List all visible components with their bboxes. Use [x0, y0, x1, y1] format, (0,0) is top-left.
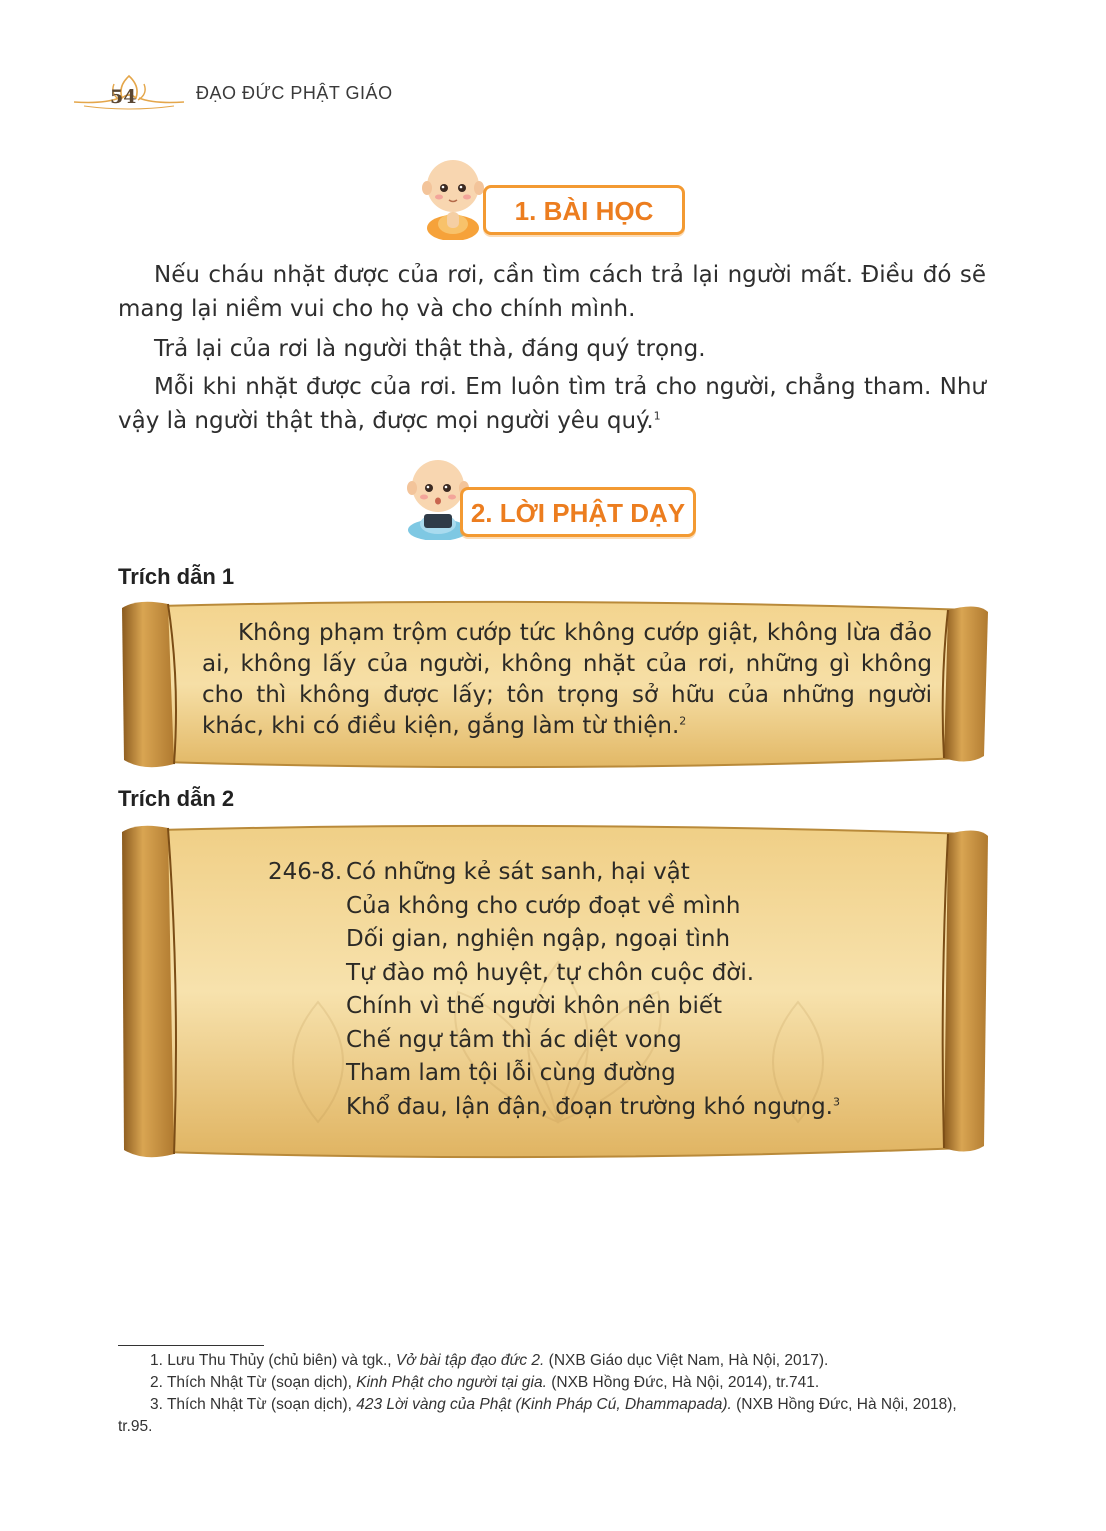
footnote-book-title: Vở bài tập đạo đức 2. — [395, 1352, 545, 1369]
parchment-scroll-2 — [118, 822, 990, 1160]
parchment-scroll-1 — [118, 598, 990, 770]
quote-1-text — [202, 618, 932, 742]
footnote-text: 3. Thích Nhật Từ (soạn dịch), — [150, 1396, 357, 1413]
quote-2-label: Trích dẫn 2 — [118, 786, 235, 811]
footnote-book-title: Kinh Phật cho người tại gia. — [356, 1374, 547, 1391]
book-title: ĐẠO ĐỨC PHẬT GIÁO — [196, 83, 393, 103]
verse-line-text: Khổ đau, lận đận, đoạn trường khó ngưng. — [346, 1093, 833, 1120]
lesson-paragraph-3 — [118, 370, 986, 438]
verse-line: Tự đào mộ huyệt, tự chôn cuộc đời. — [346, 959, 755, 986]
verse-line: Có những kẻ sát sanh, hại vật — [346, 859, 690, 885]
quote-1-body: Không phạm trộm cướp tức không cướp giật, không lừa đảo ai, không lấy của người, không nhặt của rơi, những gì không cho thì không được lấy; tôn trọng sở hữu của những người khác, khi có điều kiện, gắng làm từ thiện. — [202, 620, 932, 739]
lesson-paragraph-1: Nếu cháu nhặt được của rơi, cần tìm cách trả lại người mất. Điều đó sẽ mang lại niềm vui cho họ và cho chính mình. — [118, 262, 986, 322]
footnote-ref: 2 — [679, 714, 687, 728]
quote-1-label: Trích dẫn 1 — [118, 564, 235, 589]
verse-number: 246-8. — [268, 859, 343, 885]
lesson-paragraph-3-text: Mỗi khi nhặt được của rơi. Em luôn tìm trả cho người, chẳng tham. Như vậy là người thật thà, được mọi người yêu quý. — [118, 374, 986, 434]
lesson-paragraph-2: Trả lại của rơi là người thật thà, đáng quý trọng. — [154, 336, 706, 362]
footnote-ref: 1 — [653, 409, 661, 423]
section-banner-lesson — [425, 178, 685, 238]
section-title-box — [483, 185, 685, 235]
verse-line: Của không cho cướp đoạt về mình — [346, 892, 741, 919]
footnote-text: (NXB Hồng Đức, Hà Nội, 2018), tr.95. — [118, 1396, 957, 1435]
footnote-1 — [118, 1350, 988, 1372]
verse-line: Chính vì thế người khôn nên biết — [346, 993, 723, 1019]
verse-line: Chế ngự tâm thì ác diệt vong — [346, 1026, 682, 1053]
verse-line: Tham lam tội lỗi cùng đường — [346, 1060, 676, 1086]
monk-praying-icon — [413, 154, 493, 240]
footnote-text: 1. Lưu Thu Thủy (chủ biên) và tgk., — [150, 1352, 396, 1369]
page-header — [74, 72, 394, 112]
section-title: 1. BÀI HỌC — [514, 196, 654, 226]
footnote-3 — [118, 1394, 988, 1438]
footnote-divider — [118, 1345, 264, 1346]
footnote-text: (NXB Hồng Đức, Hà Nội, 2014), tr.741. — [546, 1374, 820, 1391]
verse-line — [346, 1091, 840, 1125]
verse-line: Dối gian, nghiện ngập, ngoại tình — [346, 926, 731, 952]
footnote-text: (NXB Giáo dục Việt Nam, Hà Nội, 2017). — [544, 1352, 829, 1369]
footnote-ref: 3 — [833, 1094, 840, 1108]
footnote-text: 2. Thích Nhật Từ (soạn dịch), — [150, 1374, 357, 1391]
page-number: 54 — [110, 86, 137, 108]
footnote-2 — [118, 1372, 988, 1394]
footnote-book-title: 423 Lời vàng của Phật (Kinh Pháp Cú, Dhammapada). — [356, 1396, 732, 1413]
section-title: 2. LỜI PHẬT DẠY — [470, 498, 686, 528]
section-banner-buddha-teaching — [410, 480, 696, 540]
section-title-box — [460, 487, 696, 537]
